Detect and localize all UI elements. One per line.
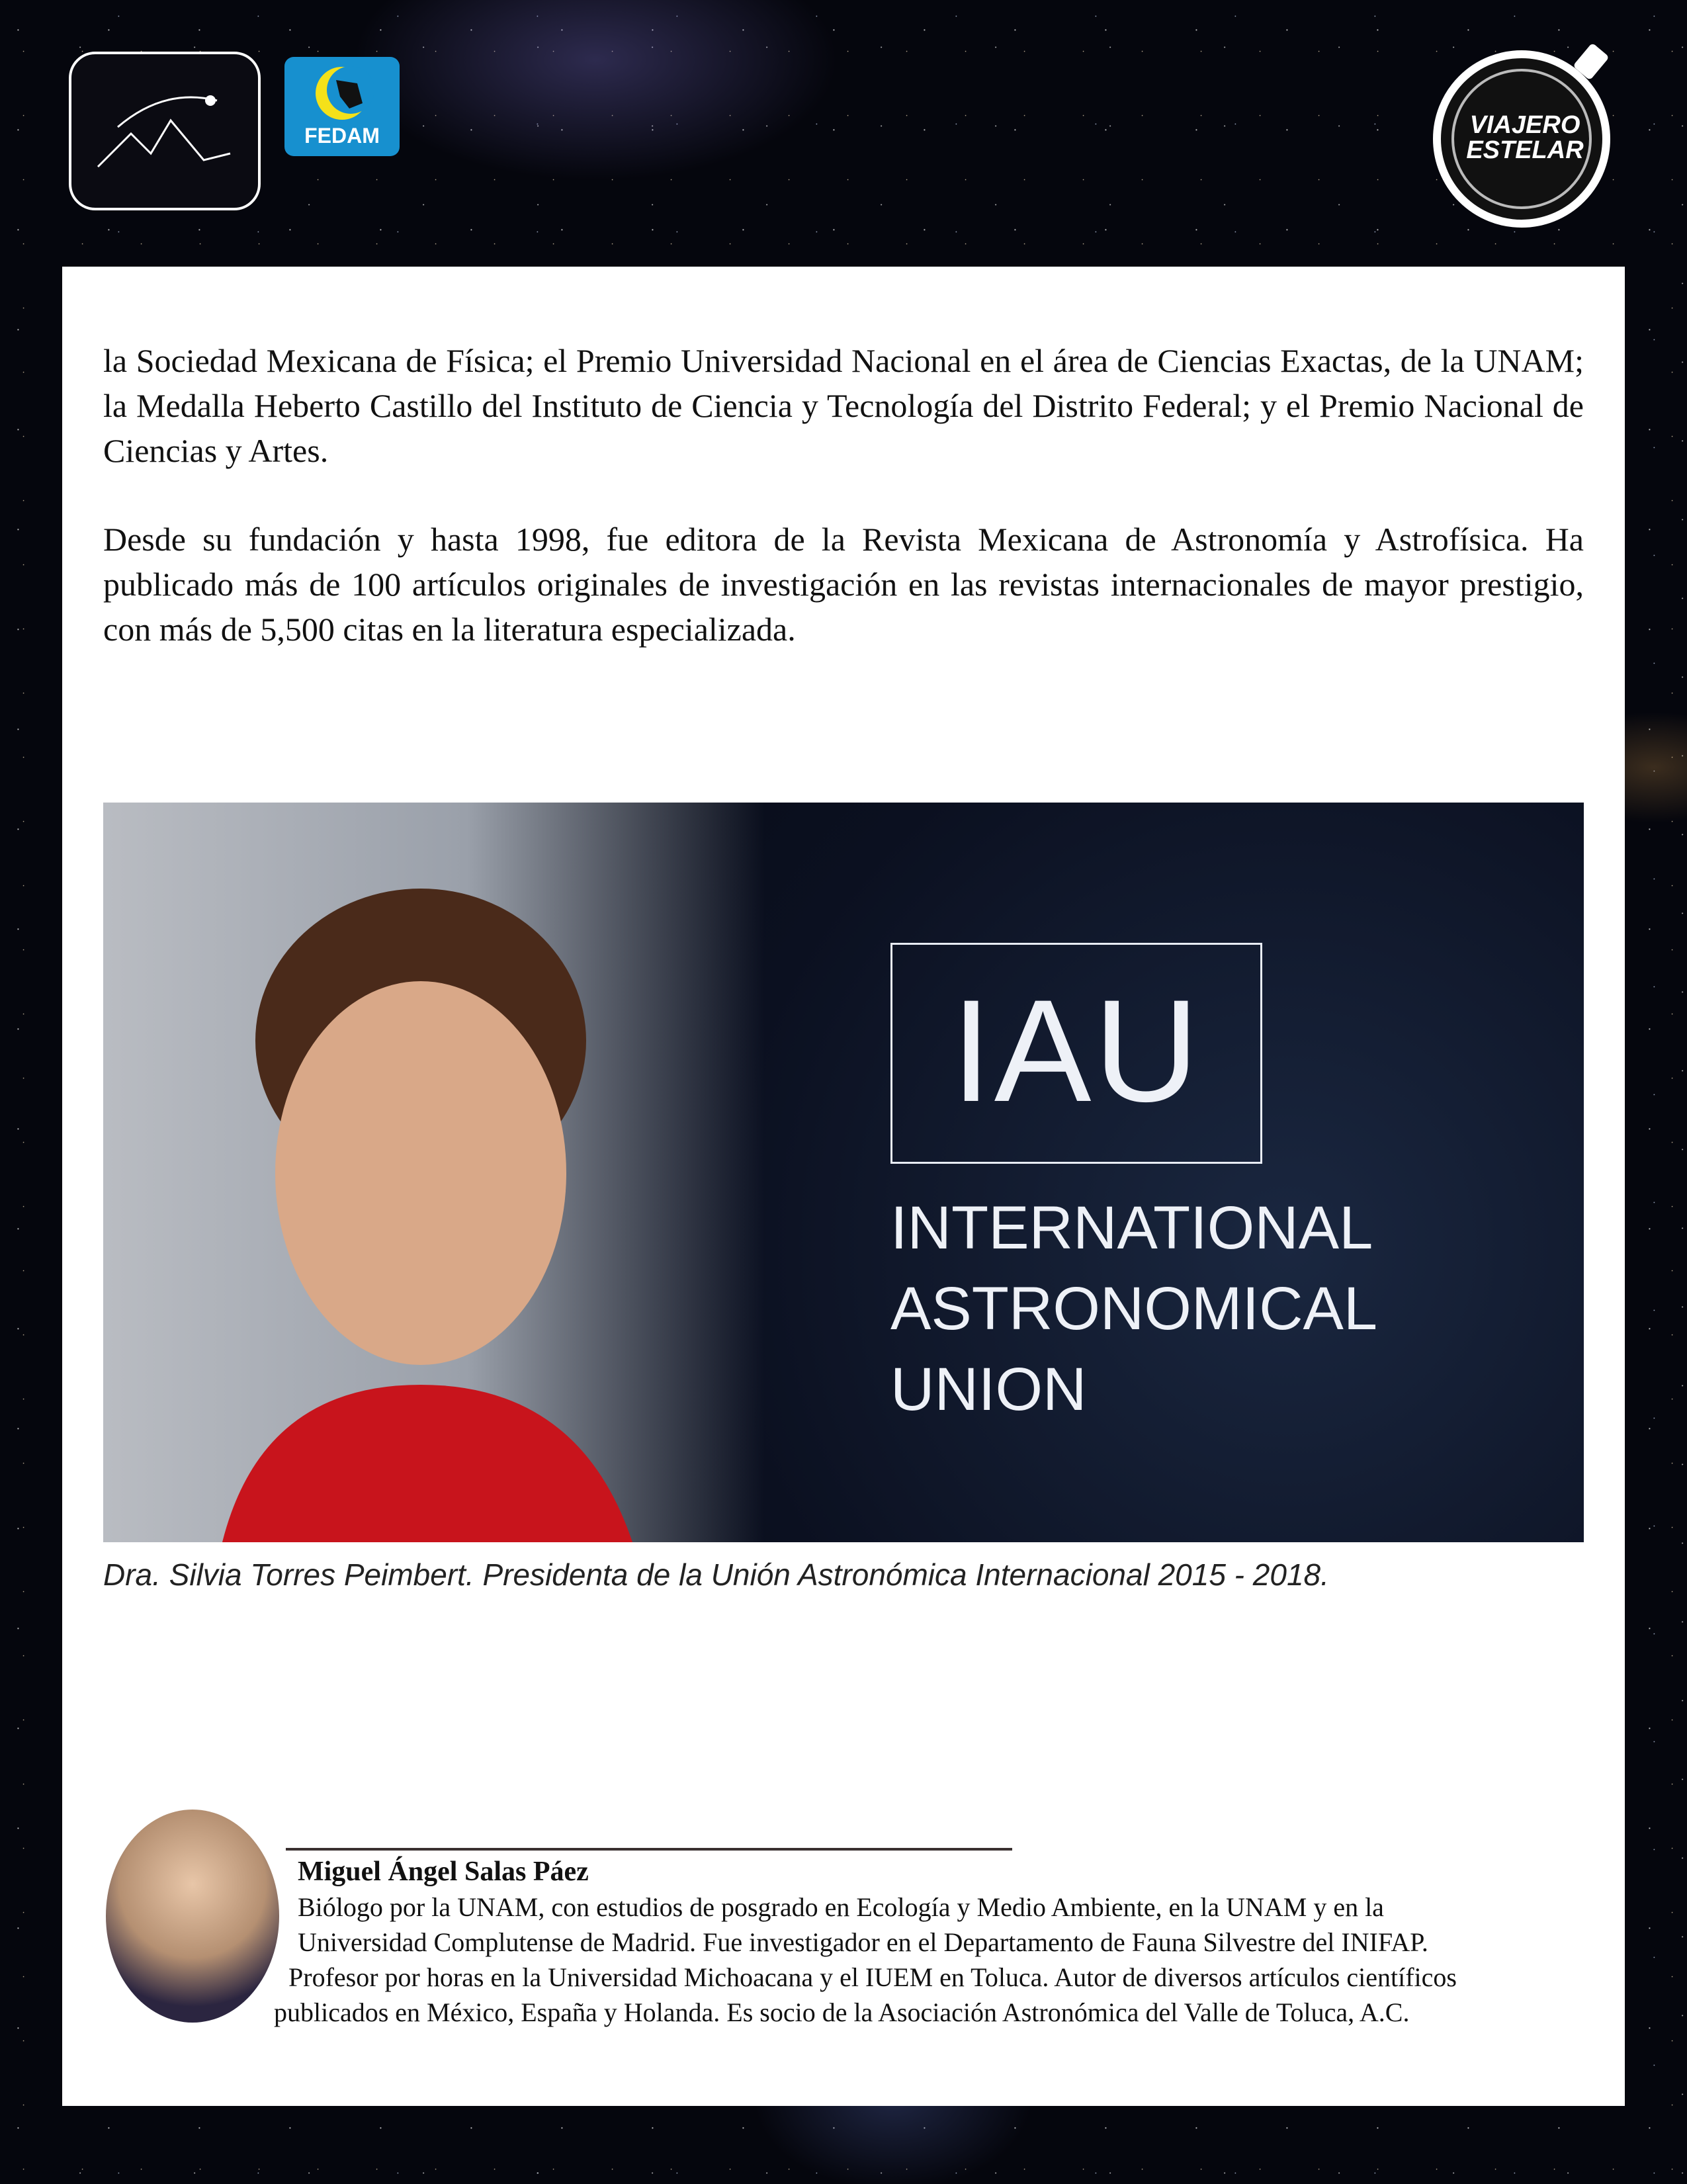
iau-name-line3: UNION [890,1356,1087,1423]
viajero-estelar-logo [1429,40,1621,232]
photo-caption: Dra. Silvia Torres Peimbert. Presidenta de la Unión Astronómica Internacional 2015 - 2018. [103,1557,1329,1592]
author-bio [274,1890,1597,2030]
iau-name-line2: ASTRONOMICAL [890,1275,1378,1342]
author-divider [286,1848,1012,1851]
iau-acronym: IAU [951,969,1202,1132]
author-bio-line: publicados en México, España y Holanda. Es socio de la Asociación Astronómica del Valle de Toluca, A.C. [274,1997,1410,2027]
viajero-word: VIAJERO [1469,111,1580,139]
paragraph-publications: Desde su fundación y hasta 1998, fue editora de la Revista Mexicana de Astronomía y Astrofísica. Ha publicado más de 100 artículos originales de investigación en las revistas internacionales de mayor prestigio, con más de 5,500 citas en la literatura especializada. [103,521,1584,648]
portrait-silhouette [103,803,765,1542]
author-bio-line: Profesor por horas en la Universidad Michoacana y el IUEM en Toluca. Autor de diversos artículos científicos [288,1962,1457,1992]
viajero-estelar-label [1429,112,1621,163]
article-panel [62,267,1625,2106]
author-bio-line: Universidad Complutense de Madrid. Fue investigador en el Departamento de Fauna Silvestre del INIFAP. [298,1927,1428,1957]
paragraph-awards: la Sociedad Mexicana de Física; el Premio Universidad Nacional en el área de Ciencias Exactas, de la UNAM; la Medalla Heberto Castillo del Instituto de Ciencia y Tecnología del Distrito Federal; y el Premio Nacional de Ciencias y Artes. [103,342,1584,469]
portrait-area [103,803,765,1542]
iau-name-line1: INTERNATIONAL [890,1194,1373,1262]
estelar-word: ESTELAR [1466,136,1584,164]
association-logo [69,52,261,210]
association-emblem-icon [71,54,258,208]
author-avatar [106,1810,279,2023]
author-name: Miguel Ángel Salas Páez [298,1856,589,1887]
fedam-logo [284,57,400,156]
iau-full-name [890,1188,1377,1430]
portrait-iau-photo [103,803,1584,1542]
iau-logo-box [890,943,1262,1164]
author-bio-line: Biólogo por la UNAM, con estudios de posgrado en Ecología y Medio Ambiente, en la UNAM y en la [298,1892,1384,1922]
fedam-moon-icon [284,57,400,130]
fedam-label: FEDAM [304,124,380,148]
